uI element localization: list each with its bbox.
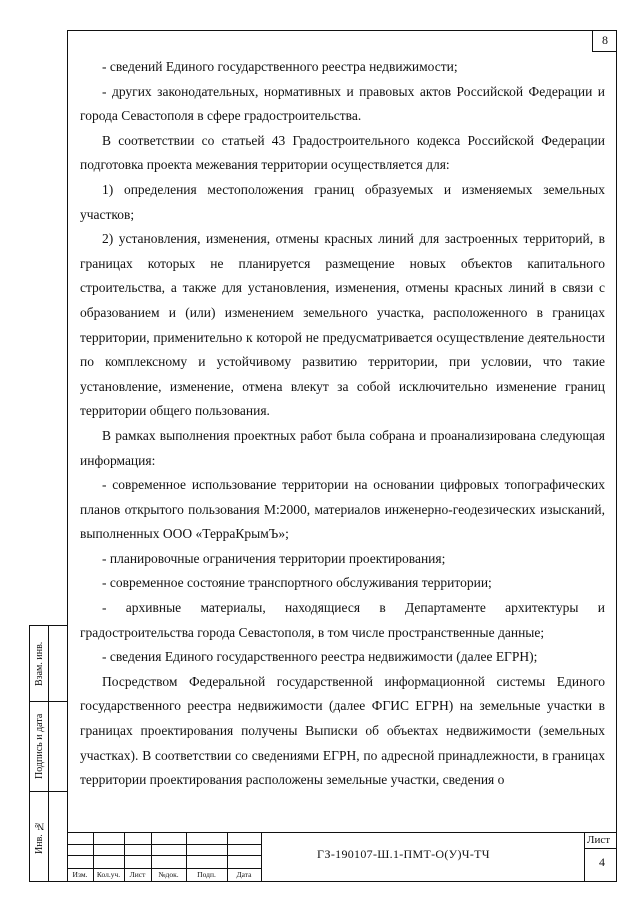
- side-label-inv: Инв. №: [34, 820, 45, 854]
- side-label-podpis: Подпись и дата: [34, 713, 45, 779]
- paragraph: В рамках выполнения проектных работ была собрана и проанализирована следующая информация:: [80, 427, 605, 468]
- stamp-col-data: Дата: [236, 870, 252, 879]
- side-label-vzam: Взам. инв.: [34, 641, 45, 686]
- paragraph: - сведения Единого государственного реестра недвижимости (далее ЕГРН);: [102, 649, 538, 665]
- paragraph: - сведений Единого государственного реестра недвижимости;: [102, 59, 458, 74]
- paragraph: Посредством Федеральной государственной информационной системы Единого государственного реестра недвижимости (далее ФГИС ЕГРН) на земельные участки в границах проектирования получены Выписки об объектах недвижимости (земельных участках). В соответствии со сведениями ЕГРН, по адресной принадлежности, в границах территории проектирования расположены земельные участки, сведения о: [80, 673, 605, 788]
- stamp-col-ndok: №док.: [158, 870, 179, 879]
- paragraph: В соответствии со статьей 43 Градостроительного кодекса Российской Федерации подготовка проекта межевания территории осуществляется для:: [80, 132, 605, 173]
- paragraph: 1) определения местоположения границ образуемых и изменяемых земельных участков;: [80, 181, 605, 222]
- title-block: [67, 832, 617, 882]
- paragraph: - других законодательных, нормативных и правовых актов Российской Федерации и города Севастополя в сфере градостроительства.: [80, 83, 605, 124]
- stamp-col-list: Лист: [129, 870, 146, 879]
- stamp-col-koluch: Кол.уч.: [96, 870, 121, 879]
- sheet-number: 4: [599, 855, 605, 869]
- page-number: 8: [592, 30, 617, 52]
- paragraph: - современное использование территории на основании цифровых топографических планов открытого пользования М:2000, материалов инженерно-геодезических изысканий, выполненных ООО «ТерраКрымЪ»;: [80, 477, 605, 542]
- sheet-label: Лист: [587, 834, 611, 846]
- stamp-col-izm: Изм.: [72, 870, 88, 879]
- side-stamp: [29, 625, 67, 882]
- paragraph: - современное состояние транспортного обслуживания территории;: [102, 575, 492, 591]
- paragraph: 2) установления, изменения, отмены красных линий для застроенных территорий, в границах которых не планируется размещение новых объектов капитального строительства, а также для установления, изменения, отмены красных линий в связи с образованием и (или) изменением земельного участка, расположенного в границах территории, применительно к которой не предусматривается осуществление деятельности по комплексному и устойчивому развитию территории, при условии, что такие установление, изменение, отмена влекут за собой исключительно изменение границ территории общего пользования.: [80, 231, 605, 419]
- document-body: [80, 55, 605, 793]
- document-code: ГЗ-190107-Ш.1-ПМТ-О(У)Ч-ТЧ: [317, 847, 490, 861]
- paragraph: - планировочные ограничения территории проектирования;: [102, 550, 446, 566]
- paragraph: - архивные материалы, находящиеся в Департаменте архитектуры и градостроительства города Севастополя, в том числе пространственные данные;: [80, 600, 605, 640]
- stamp-col-podp: Подп.: [197, 870, 216, 879]
